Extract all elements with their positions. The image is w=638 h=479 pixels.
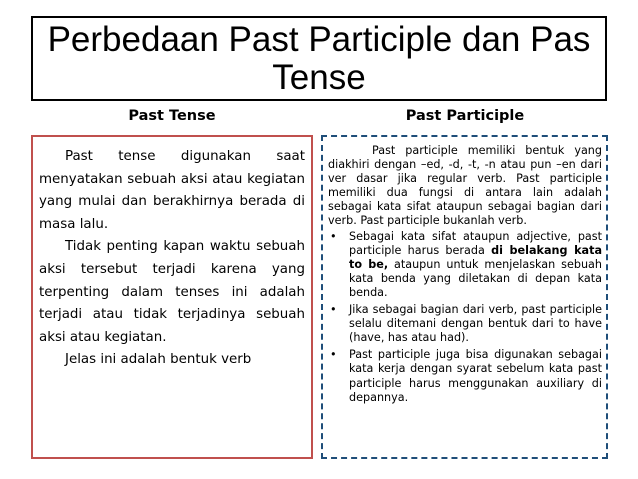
past-participle-box bbox=[321, 135, 608, 459]
slide-title: Perbedaan Past Participle dan Pas Tense bbox=[47, 19, 591, 97]
past-tense-heading: Past Tense bbox=[128, 108, 216, 124]
bullet-item bbox=[328, 303, 602, 345]
bullet-icon: • bbox=[330, 348, 337, 362]
bullet-icon: • bbox=[330, 303, 337, 317]
bullet-3-text: Past participle juga bisa digunakan sebagai kata kerja dengan syarat sebelum kata past participle harus menggunakan auxiliary di depannya. bbox=[349, 348, 602, 404]
bullet-2-text: Jika sebagai bagian dari verb, past participle selalu ditemani dengan bentuk dari to have (have, has atau had). bbox=[349, 303, 602, 345]
bullet-1-text-end: ataupun untuk menjelaskan sebuah kata benda yang diletakan di depan kata benda. bbox=[349, 257, 602, 299]
past-participle-heading: Past Participle bbox=[405, 108, 525, 124]
past-participle-bullets bbox=[328, 230, 602, 405]
past-tense-paragraph-1: Past tense digunakan saat menyatakan sebuah aksi atau kegiatan yang mulai dan berakhirnya berada di masa lalu. bbox=[39, 149, 305, 232]
title-box bbox=[31, 16, 607, 101]
bullet-item bbox=[328, 348, 602, 404]
bullet-item bbox=[328, 230, 602, 300]
bullet-icon: • bbox=[330, 229, 337, 243]
past-tense-paragraph-3: Jelas ini adalah bentuk verb bbox=[65, 352, 252, 368]
past-tense-paragraph-2: Tidak penting kapan waktu sebuah aksi tersebut terjadi karena yang terpenting dalam tenses ini adalah terjadi atau tidak terjadinya sebuah aksi atau kegiatan. bbox=[39, 239, 305, 345]
bullet-1-text: Sebagai kata sifat ataupun adjective, past participle harus berada bbox=[349, 229, 602, 257]
bullet-1-bold-text: di belakang kata to be, bbox=[349, 243, 602, 271]
past-participle-intro: Past participle memiliki bentuk yang diakhiri dengan –ed, -d, -t, -n atau pun –en dari ver dasar jika regular verb. Past participle memiliki dua fungsi di antara lain adalah sebagai kata sifat ataupun sebagai bagian dari verb. Past participle bukanlah verb. bbox=[328, 144, 602, 228]
past-tense-box bbox=[31, 135, 313, 459]
